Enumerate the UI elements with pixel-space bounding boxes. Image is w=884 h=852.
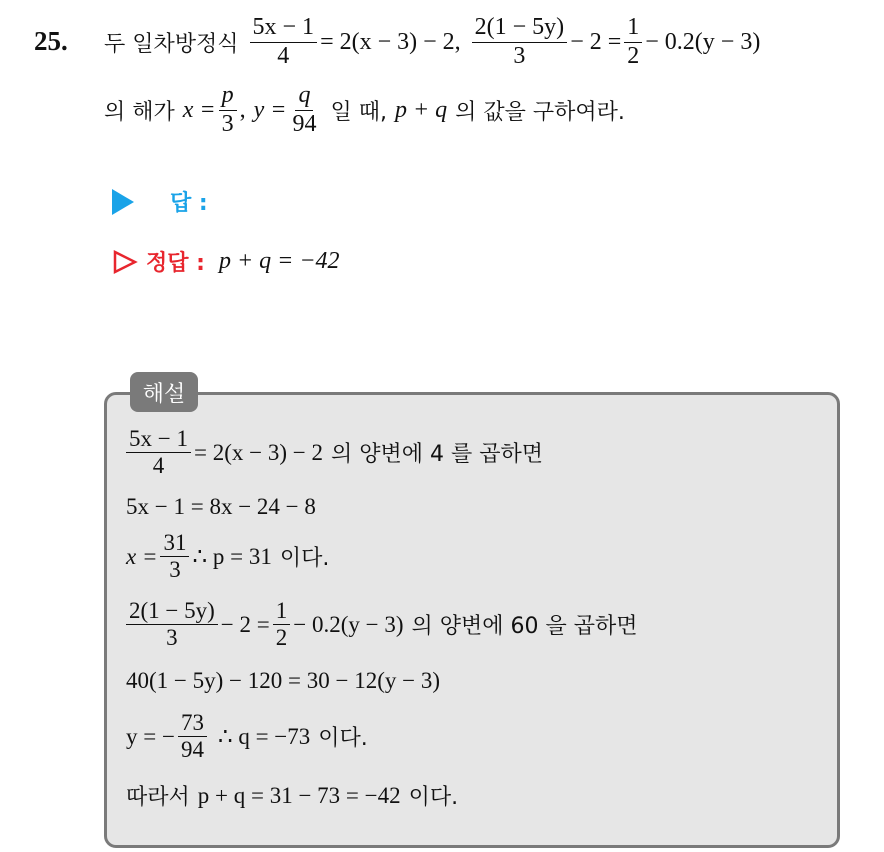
sol-l3-x: x = [126, 543, 158, 569]
y-numerator: q [295, 82, 313, 111]
question-line-1 [104, 14, 760, 70]
sol-l4-rhs: − 0.2(y − 3) [293, 611, 404, 637]
when-text: 일 때, [330, 99, 387, 125]
correct-answer-row [112, 246, 340, 277]
sol-l4-mid: − 2 = [220, 611, 270, 637]
answer-label: 답 : [170, 191, 208, 216]
correct-answer-value: p + q = −42 [218, 248, 340, 274]
sol-l4-denominator: 3 [166, 625, 178, 651]
play-triangle-icon [112, 189, 134, 215]
x-denominator: 3 [221, 110, 234, 137]
eq1-lhs-fraction [250, 14, 318, 70]
solution-line-2 [126, 494, 316, 520]
solution-tab: 해설 [130, 372, 198, 412]
sol-l4-half-denominator: 2 [275, 625, 288, 651]
sol-l4-half-fraction [273, 598, 291, 652]
eq1-lhs-denominator: 4 [277, 42, 290, 69]
eq2-half-fraction [624, 14, 642, 70]
sol-l3-fraction [160, 530, 189, 584]
correct-answer-label: 정답 : [146, 251, 205, 276]
sol-l7-equation: p + q = 31 − 73 = −42 [197, 782, 401, 808]
sol-l1-denominator: 4 [152, 453, 165, 479]
sol-l6-numerator: 73 [178, 710, 207, 737]
eq2-half-numerator: 1 [624, 14, 642, 43]
sol-l4-half-numerator: 1 [273, 598, 291, 625]
solution-line-1 [126, 426, 543, 480]
y-equals: y = [253, 96, 287, 123]
x-equals: x = [182, 96, 216, 123]
sol-l7-text: 이다. [408, 785, 459, 810]
eq2-mid: − 2 = [570, 28, 622, 55]
eq2-half-denominator: 2 [627, 42, 640, 69]
sol-l1-equation: = 2(x − 3) − 2 [193, 439, 323, 465]
sol-l4-text: 의 양변에 60 을 곱하면 [411, 614, 638, 640]
sol-l3-text: 이다. [279, 546, 330, 572]
eq2-lhs-denominator: 3 [513, 42, 526, 69]
sol-l6-therefore: ∴ q = −73 [217, 723, 311, 749]
question-intro: 두 일차방정식 [104, 31, 239, 57]
comma: , [239, 96, 246, 123]
sol-l6-fraction [178, 710, 207, 764]
sol-l4-numerator: 2(1 − 5y) [126, 598, 218, 625]
sol-l6-text: 이다. [318, 726, 368, 752]
sol-l2-equation: 5x − 1 = 8x − 24 − 8 [126, 494, 316, 519]
sol-l3-denominator: 3 [169, 557, 181, 583]
x-fraction [219, 82, 237, 138]
sol-l1-text: 의 양변에 4 를 곱하면 [330, 442, 543, 468]
question-line-2 [104, 82, 625, 138]
eq1-lhs-numerator: 5x − 1 [250, 14, 318, 43]
sol-l6-denominator: 94 [180, 737, 204, 763]
sol-l6-y: y = − [126, 723, 175, 749]
sol-l3-therefore: ∴ p = 31 [192, 543, 272, 569]
y-denominator: 94 [292, 110, 317, 137]
x-numerator: p [219, 82, 237, 111]
solution-line-7 [126, 780, 458, 811]
y-fraction [289, 82, 319, 138]
p-plus-q: p + q [394, 96, 448, 123]
question-number: 25. [34, 26, 68, 56]
eq1-rhs: = 2(x − 3) − 2, [320, 28, 461, 55]
solution-line-5 [126, 668, 440, 694]
solution-line-6 [126, 710, 368, 764]
question-line2-prefix: 의 해가 [104, 99, 175, 125]
sol-l1-numerator: 5x − 1 [126, 426, 191, 453]
outline-triangle-icon [112, 249, 138, 275]
eq2-lhs-numerator: 2(1 − 5y) [472, 14, 568, 43]
sol-l4-fraction [126, 598, 218, 652]
sol-l3-numerator: 31 [160, 530, 189, 557]
eq2-rhs: − 0.2(y − 3) [645, 28, 761, 55]
sol-l5-equation: 40(1 − 5y) − 120 = 30 − 12(y − 3) [126, 668, 440, 693]
eq2-lhs-fraction [472, 14, 568, 70]
sol-l7-prefix: 따라서 [126, 785, 190, 810]
sol-l1-fraction [126, 426, 191, 480]
question-end: 의 값을 구하여라. [455, 99, 625, 125]
answer-row [112, 186, 208, 217]
solution-line-4 [126, 598, 638, 652]
solution-line-3 [126, 530, 329, 584]
